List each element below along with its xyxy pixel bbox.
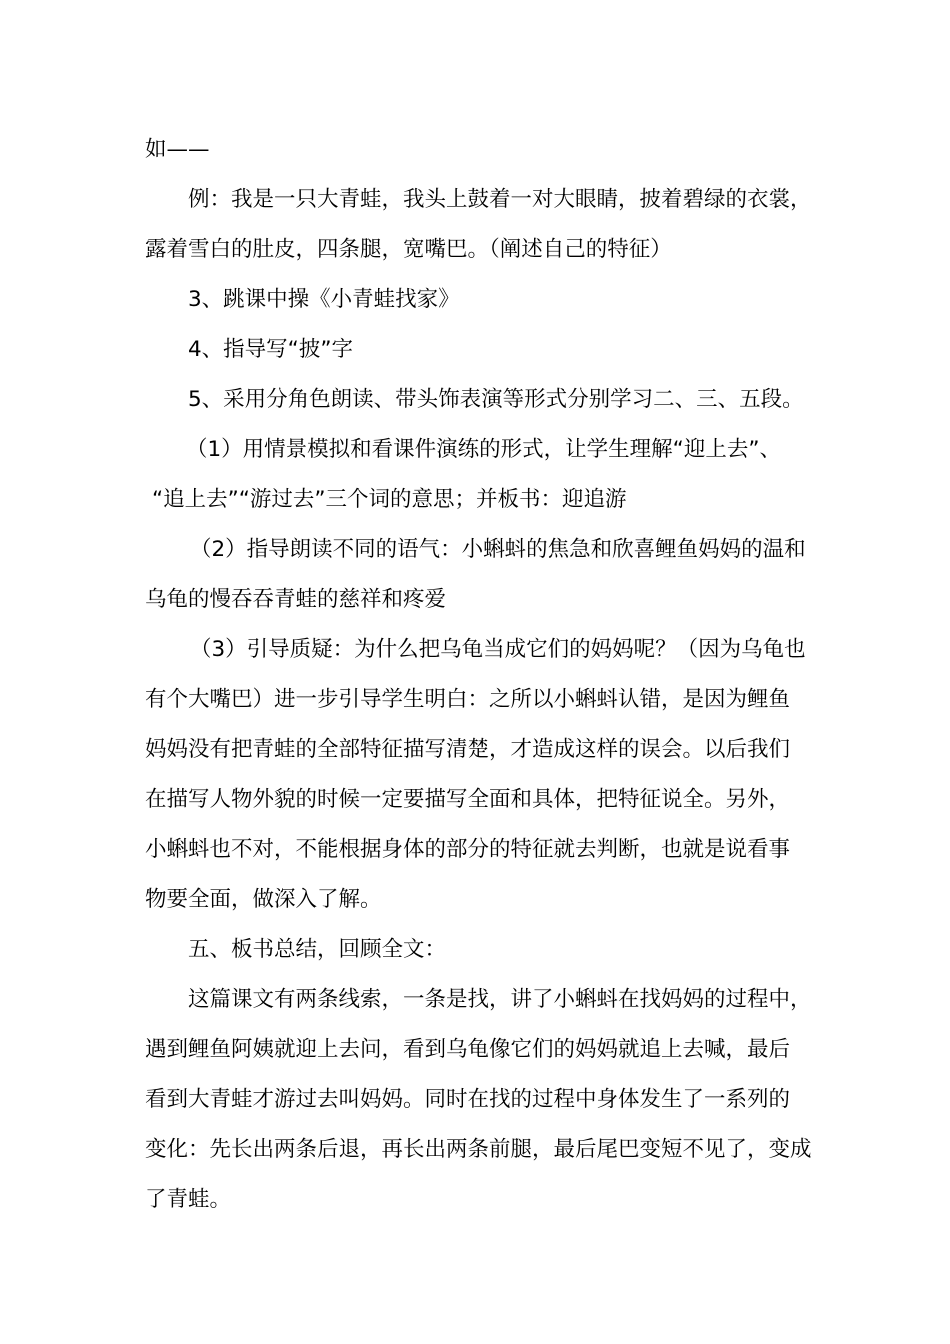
text-line: 例：我是一只大青蛙，我头上鼓着一对大眼睛，披着碧绿的衣裳， xyxy=(188,187,812,212)
text-line: （2）指导朗读不同的语气：小蝌蚪的焦急和欣喜鲤鱼妈妈的温和 xyxy=(190,537,806,562)
text-line: （1）用情景模拟和看课件演练的形式，让学生理解“迎上去”、 xyxy=(186,437,781,462)
text-line: 有个大嘴巴）进一步引导学生明白：之所以小蝌蚪认错，是因为鲤鱼 xyxy=(145,687,791,712)
text-line: 妈妈没有把青蛙的全部特征描写清楚，才造成这样的误会。以后我们 xyxy=(145,737,791,762)
text-line: 小蝌蚪也不对，不能根据身体的部分的特征就去判断，也就是说看事 xyxy=(145,837,791,862)
text-line: 露着雪白的肚皮，四条腿，宽嘴巴。（阐述自己的特征） xyxy=(145,237,672,262)
text-line: 变化：先长出两条后退，再长出两条前腿，最后尾巴变短不见了，变成 xyxy=(145,1137,812,1162)
text-line: 如—— xyxy=(145,137,210,162)
text-line: 了青蛙。 xyxy=(145,1187,232,1212)
text-line: 乌龟的慢吞吞青蛙的慈祥和疼爱 xyxy=(145,587,447,612)
text-line: 在描写人物外貌的时候一定要描写全面和具体，把特征说全。另外， xyxy=(145,787,791,812)
text-line: 4、指导写“披”字 xyxy=(188,337,353,362)
text-line: 这篇课文有两条线索，一条是找，讲了小蝌蚪在找妈妈的过程中， xyxy=(188,987,812,1012)
text-line: （3）引导质疑：为什么把乌龟当成它们的妈妈呢？（因为乌龟也 xyxy=(190,637,806,662)
text-line: 看到大青蛙才游过去叫妈妈。同时在找的过程中身体发生了一系列的 xyxy=(145,1087,791,1112)
text-line: 五、板书总结，回顾全文： xyxy=(188,937,447,962)
text-line: 5、采用分角色朗读、带头饰表演等形式分别学习二、三、五段。 xyxy=(188,387,804,412)
text-line: 3、跳课中操《小青蛙找家》 xyxy=(188,287,460,312)
text-line: 物要全面，做深入了解。 xyxy=(145,887,382,912)
text-line: 遇到鲤鱼阿姨就迎上去问，看到乌龟像它们的妈妈就追上去喊，最后 xyxy=(145,1037,791,1062)
text-line: “追上去”“游过去”三个词的意思；并板书：迎追游 xyxy=(152,487,627,512)
